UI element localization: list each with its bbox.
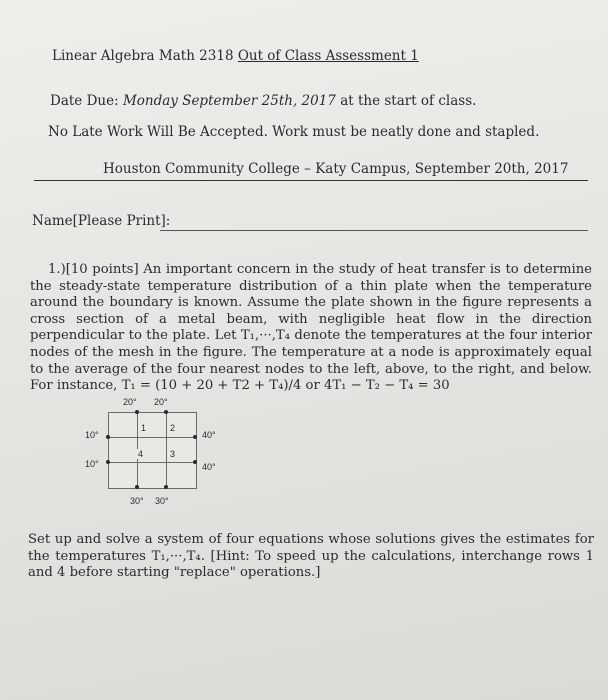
node-2: 2 <box>170 423 176 433</box>
boundary-node <box>106 435 110 439</box>
name-blank <box>160 230 588 231</box>
due-suffix: at the start of class. <box>335 93 477 109</box>
mesh-cell <box>108 412 139 439</box>
right-top-temp: 40° <box>202 430 216 440</box>
due-date: Monday September 25th, 2017 <box>122 93 336 109</box>
late-policy: No Late Work Will Be Accepted. Work must be neatly done and stapled. <box>48 124 540 140</box>
node-1: 1 <box>141 423 147 433</box>
assessment-title: Out of Class Assessment 1 <box>237 48 419 64</box>
node-4: 4 <box>138 449 144 459</box>
mesh-cell <box>166 462 197 489</box>
right-bottom-temp: 40° <box>202 462 216 472</box>
mesh-cell <box>108 437 139 464</box>
temperature-mesh-figure <box>78 395 238 510</box>
bottom-right-temp: 30° <box>155 496 169 506</box>
left-top-temp: 10° <box>85 430 99 440</box>
top-right-temp: 20° <box>154 397 168 407</box>
boundary-node <box>193 460 197 464</box>
boundary-node <box>135 410 139 414</box>
boundary-node <box>135 485 139 489</box>
task-statement: Set up and solve a system of four equations whose solutions gives the estimates for the temperatures T₁,···,T₄. [Hint: To speed up the calculations, interchange rows 1 and 4 before starting "replace" operations.] <box>28 532 594 581</box>
problem-statement <box>30 262 592 395</box>
name-label: Name[Please Print]: <box>32 213 171 229</box>
college-line: Houston Community College – Katy Campus, September 20th, 2017 <box>103 161 569 177</box>
boundary-node <box>164 410 168 414</box>
problem-number: 1.)[10 points] <box>48 262 139 277</box>
bottom-left-temp: 30° <box>130 496 144 506</box>
due-date-line <box>50 93 476 109</box>
boundary-node <box>193 435 197 439</box>
problem-intro: An important concern in the study of heat transfer is to determine the steady-state temperature distribution of a thin plate when the temperature around the boundary is known. Assume the plate shown in the figure represents a cross section of a metal beam, with negligible heat flow in the direction perpendicular to the plate. Let T₁,···,T₄ denote the temperatures at the four interior nodes of the mesh in the figure. The temperature at a node is approximately equal to the average of the four nearest nodes to the left, above, to the right, and below. For instance, T₁ = (10 + 20 + T2 + T₄)/4 or 4T₁ − T₂ − T₄ = 30 <box>30 262 592 394</box>
course-name: Linear Algebra Math 2318 <box>52 48 238 64</box>
top-left-temp: 20° <box>123 397 137 407</box>
node-3: 3 <box>170 449 176 459</box>
boundary-node <box>164 485 168 489</box>
boundary-node <box>106 460 110 464</box>
left-bottom-temp: 10° <box>85 459 99 469</box>
course-title <box>52 48 419 64</box>
due-label: Date Due: <box>50 93 123 109</box>
divider-line <box>34 180 588 181</box>
